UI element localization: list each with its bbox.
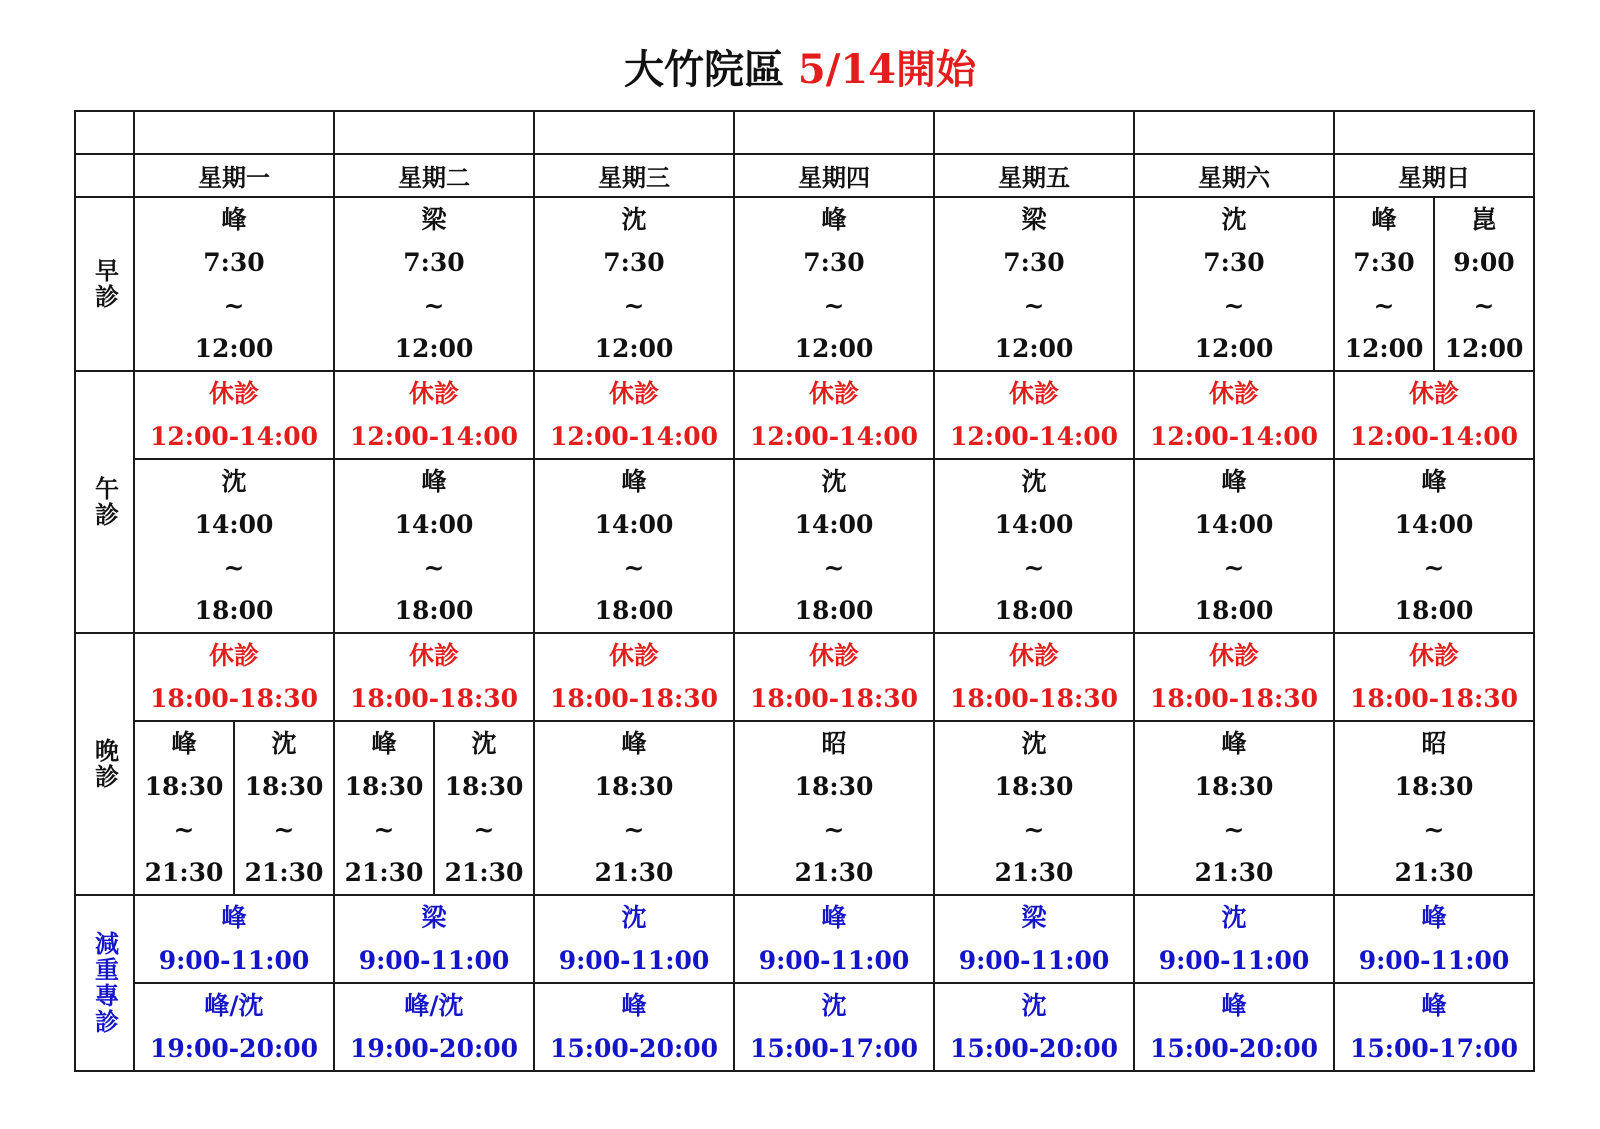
weight-cell [1334,983,1534,1071]
doctor-name: 梁 [1021,205,1047,234]
split-half [135,722,233,894]
day-header: 星期一 [134,154,334,197]
start-time: 7:30 [203,248,265,277]
end-time: 12:00 [594,334,674,363]
weight-cell [934,895,1134,983]
break-cell [1334,371,1534,459]
break-time: 12:00-14:00 [350,422,518,451]
end-time: 21:30 [794,858,874,887]
break-cell [1334,633,1534,721]
doctor-name: 沈 [1021,467,1047,496]
clinic-time: 9:00-11:00 [958,946,1110,975]
schedule-cell [534,459,734,633]
start-time: 14:00 [594,510,674,539]
day-header: 星期四 [734,154,934,197]
start-time: 18:30 [244,772,324,801]
blank-cell [334,111,534,154]
row-label-text: 晚診 [90,738,120,790]
schedule-cell [534,721,734,895]
break-cell [334,371,534,459]
doctor-name: 峰 [621,991,647,1020]
doctor-name: 沈 [1221,205,1247,234]
clinic-time: 9:00-11:00 [758,946,910,975]
break-cell [134,371,334,459]
clinic-time: 9:00-11:00 [358,946,510,975]
break-label: 休診 [208,641,259,670]
clinic-time: 15:00-20:00 [550,1034,718,1063]
start-time: 18:30 [144,772,224,801]
blank-cell [134,111,334,154]
doctor-name: 沈 [1021,991,1047,1020]
tilde-separator: ~ [473,815,495,844]
break-time: 18:00-18:30 [350,684,518,713]
weight-cell [534,983,734,1071]
weight-cell [1134,895,1334,983]
morning-row [75,197,1534,371]
schedule-cell [934,459,1134,633]
blank-cell [534,111,734,154]
row-label-evening [75,633,134,895]
day-header: 星期五 [934,154,1134,197]
start-time: 14:00 [394,510,474,539]
tilde-separator: ~ [1373,291,1395,320]
clinic-time: 15:00-17:00 [750,1034,918,1063]
break-cell [334,633,534,721]
weight-cell [534,895,734,983]
break-cell [934,371,1134,459]
row-label-text: 早診 [90,258,120,310]
doctor-name: 沈 [471,729,497,758]
break-label: 休診 [1008,379,1059,408]
doctor-name: 峰 [1421,991,1447,1020]
doctor-name: 峰/沈 [204,991,264,1020]
row-label-text: 減重專診 [90,931,120,1035]
weight-cell [734,983,934,1071]
doctor-name: 沈 [621,903,647,932]
clinic-time: 15:00-17:00 [1350,1034,1518,1063]
row-label-weight [75,895,134,1071]
start-time: 18:30 [594,772,674,801]
doctor-name: 沈 [821,467,847,496]
break-label: 休診 [408,641,459,670]
schedule-cell [1334,721,1534,895]
day-header: 星期日 [1334,154,1534,197]
start-time: 18:30 [994,772,1074,801]
end-time: 12:00 [1444,334,1524,363]
end-time: 12:00 [394,334,474,363]
start-time: 18:30 [1194,772,1274,801]
break-label: 休診 [608,641,659,670]
split-half [1433,198,1533,370]
clinic-time: 9:00-11:00 [558,946,710,975]
clinic-time: 9:00-11:00 [158,946,310,975]
weight-cell [934,983,1134,1071]
schedule-cell [334,197,534,371]
break-label: 休診 [1008,641,1059,670]
break-time: 18:00-18:30 [1350,684,1518,713]
doctor-name: 昭 [821,729,847,758]
doctor-name: 沈 [221,467,247,496]
doctor-name: 峰 [621,729,647,758]
end-time: 18:00 [394,596,474,625]
doctor-name: 峰 [171,729,197,758]
break-cell [534,633,734,721]
blank-row [75,111,1534,154]
start-time: 9:00 [1453,248,1515,277]
weight-morning-row [75,895,1534,983]
day-header: 星期三 [534,154,734,197]
start-time: 7:30 [603,248,665,277]
start-time: 14:00 [994,510,1074,539]
evening-break-row [75,633,1534,721]
tilde-separator: ~ [273,815,295,844]
doctor-name: 峰 [821,903,847,932]
blank-cell [75,111,134,154]
schedule-cell [134,459,334,633]
break-label: 休診 [1208,379,1259,408]
tilde-separator: ~ [823,815,845,844]
break-label: 休診 [808,641,859,670]
doctor-name: 峰 [221,205,247,234]
doctor-name: 沈 [821,991,847,1020]
tilde-separator: ~ [1223,553,1245,582]
start-time: 14:00 [1194,510,1274,539]
day-header: 星期二 [334,154,534,197]
break-cell [734,371,934,459]
weight-cell [334,983,534,1071]
schedule-cell [1134,197,1334,371]
split-cell [135,722,333,894]
tilde-separator: ~ [223,291,245,320]
end-time: 21:30 [144,858,224,887]
end-time: 12:00 [1194,334,1274,363]
break-cell [534,371,734,459]
tilde-separator: ~ [1423,553,1445,582]
doctor-name: 峰 [1221,729,1247,758]
break-label: 休診 [1208,641,1259,670]
doctor-name: 峰 [1421,903,1447,932]
start-time: 7:30 [1353,248,1415,277]
tilde-separator: ~ [1223,815,1245,844]
end-time: 18:00 [794,596,874,625]
weight-cell [134,895,334,983]
start-time: 7:30 [1203,248,1265,277]
break-time: 18:00-18:30 [750,684,918,713]
end-time: 21:30 [1394,858,1474,887]
schedule-cell [1334,197,1534,371]
blank-cell [934,111,1134,154]
schedule-cell [134,197,334,371]
page-title [0,40,1600,100]
end-time: 21:30 [444,858,524,887]
row-label-afternoon [75,371,134,633]
tilde-separator: ~ [1223,291,1245,320]
schedule-cell [1134,721,1334,895]
weight-cell [734,895,934,983]
doctor-name: 沈 [271,729,297,758]
break-time: 18:00-18:30 [150,684,318,713]
afternoon-row [75,459,1534,633]
doctor-name: 峰 [221,903,247,932]
schedule-cell [1334,459,1534,633]
schedule-cell [734,197,934,371]
tilde-separator: ~ [1023,815,1045,844]
end-time: 12:00 [994,334,1074,363]
end-time: 18:00 [194,596,274,625]
doctor-name: 峰 [821,205,847,234]
tilde-separator: ~ [1423,815,1445,844]
break-time: 12:00-14:00 [550,422,718,451]
noon-break-row [75,371,1534,459]
schedule-cell [1134,459,1334,633]
tilde-separator: ~ [623,291,645,320]
clinic-time: 15:00-20:00 [1150,1034,1318,1063]
doctor-name: 峰 [1371,205,1397,234]
end-time: 12:00 [1344,334,1424,363]
break-time: 18:00-18:30 [1150,684,1318,713]
break-time: 12:00-14:00 [1350,422,1518,451]
break-label: 休診 [608,379,659,408]
evening-row [75,721,1534,895]
break-time: 18:00-18:30 [950,684,1118,713]
break-cell [934,633,1134,721]
start-time: 18:30 [444,772,524,801]
row-label-text: 午診 [90,476,120,528]
doctor-name: 梁 [421,205,447,234]
schedule-cell [934,197,1134,371]
end-time: 12:00 [194,334,274,363]
schedule-cell [734,721,934,895]
break-time: 12:00-14:00 [950,422,1118,451]
break-cell [734,633,934,721]
schedule-cell [134,721,334,895]
corner-cell [75,154,134,197]
start-time: 18:30 [1394,772,1474,801]
doctor-name: 峰 [1221,991,1247,1020]
end-time: 21:30 [244,858,324,887]
split-cell [1335,198,1533,370]
schedule-cell [334,459,534,633]
doctor-name: 崑 [1471,205,1497,234]
clinic-time: 19:00-20:00 [150,1034,318,1063]
split-half [1335,198,1433,370]
clinic-time: 19:00-20:00 [350,1034,518,1063]
doctor-name: 峰 [1421,467,1447,496]
doctor-name: 峰 [1221,467,1247,496]
split-half [335,722,433,894]
doctor-name: 峰/沈 [404,991,464,1020]
end-time: 18:00 [994,596,1074,625]
schedule-table [74,110,1535,1072]
weight-cell [134,983,334,1071]
tilde-separator: ~ [623,815,645,844]
clinic-time: 9:00-11:00 [1158,946,1310,975]
break-time: 12:00-14:00 [750,422,918,451]
doctor-name: 沈 [1021,729,1047,758]
doctor-name: 峰 [371,729,397,758]
blank-cell [1334,111,1534,154]
end-time: 21:30 [594,858,674,887]
tilde-separator: ~ [373,815,395,844]
tilde-separator: ~ [823,291,845,320]
doctor-name: 昭 [1421,729,1447,758]
split-half [233,722,333,894]
tilde-separator: ~ [423,291,445,320]
break-label: 休診 [1408,641,1459,670]
tilde-separator: ~ [1023,291,1045,320]
weight-cell [1334,895,1534,983]
break-cell [1134,633,1334,721]
tilde-separator: ~ [623,553,645,582]
tilde-separator: ~ [423,553,445,582]
schedule-cell [334,721,534,895]
break-cell [134,633,334,721]
end-time: 12:00 [794,334,874,363]
doctor-name: 峰 [421,467,447,496]
end-time: 21:30 [994,858,1074,887]
weight-evening-row [75,983,1534,1071]
break-time: 18:00-18:30 [550,684,718,713]
row-label-morning [75,197,134,371]
title-location: 大竹院區 [623,46,784,93]
end-time: 18:00 [594,596,674,625]
title-start-date: 5/14開始 [797,46,977,93]
start-time: 18:30 [794,772,874,801]
start-time: 14:00 [794,510,874,539]
schedule-cell [534,197,734,371]
clinic-time: 9:00-11:00 [1358,946,1510,975]
break-label: 休診 [1408,379,1459,408]
day-header-row [75,154,1534,197]
tilde-separator: ~ [1023,553,1045,582]
doctor-name: 沈 [1221,903,1247,932]
doctor-name: 峰 [621,467,647,496]
end-time: 18:00 [1394,596,1474,625]
break-label: 休診 [208,379,259,408]
split-half [433,722,533,894]
split-cell [335,722,533,894]
start-time: 7:30 [403,248,465,277]
start-time: 7:30 [1003,248,1065,277]
blank-cell [1134,111,1334,154]
break-time: 12:00-14:00 [1150,422,1318,451]
schedule-cell [934,721,1134,895]
start-time: 7:30 [803,248,865,277]
end-time: 21:30 [344,858,424,887]
day-header: 星期六 [1134,154,1334,197]
weight-cell [334,895,534,983]
tilde-separator: ~ [223,553,245,582]
end-time: 21:30 [1194,858,1274,887]
doctor-name: 沈 [621,205,647,234]
weight-cell [1134,983,1334,1071]
blank-cell [734,111,934,154]
end-time: 18:00 [1194,596,1274,625]
tilde-separator: ~ [173,815,195,844]
doctor-name: 梁 [421,903,447,932]
break-cell [1134,371,1334,459]
start-time: 18:30 [344,772,424,801]
break-label: 休診 [408,379,459,408]
schedule-cell [734,459,934,633]
break-time: 12:00-14:00 [150,422,318,451]
tilde-separator: ~ [1473,291,1495,320]
start-time: 14:00 [1394,510,1474,539]
doctor-name: 梁 [1021,903,1047,932]
clinic-time: 15:00-20:00 [950,1034,1118,1063]
break-label: 休診 [808,379,859,408]
start-time: 14:00 [194,510,274,539]
tilde-separator: ~ [823,553,845,582]
